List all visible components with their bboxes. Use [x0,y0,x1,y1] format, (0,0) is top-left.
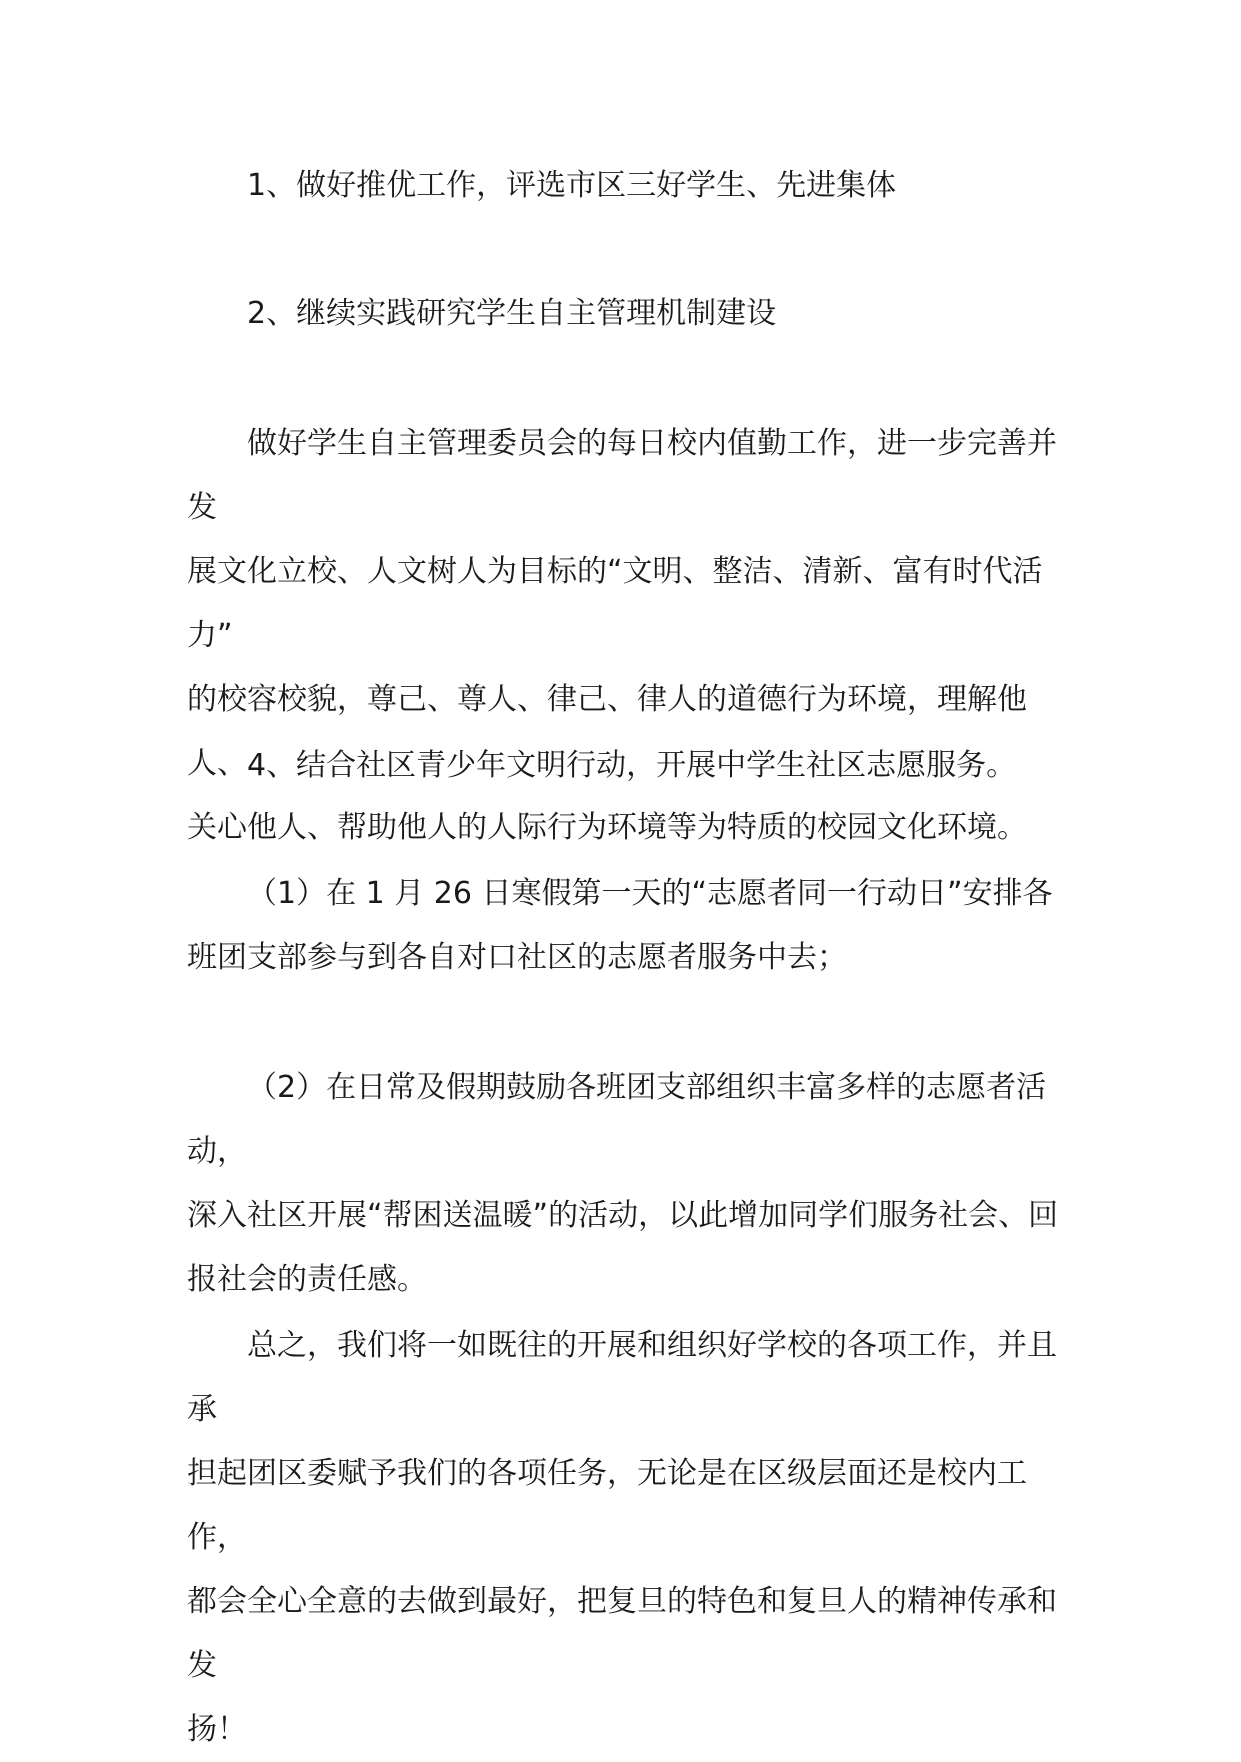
paragraph-item-1 [187,154,1077,218]
text-line: 担起团区委赋予我们的各项任务，无论是在区级层面还是校内工作， [187,1456,1027,1555]
paragraph-subitem-2 [187,1056,1077,1312]
text-line: 深入社区开展“帮困送温暖”的活动，以此增加同学们服务社会、回 [187,1198,1059,1233]
text-line: 报社会的责任感。 [187,1262,427,1297]
text-line: 做好学生自主管理委员会的每日校内值勤工作，进一步完善并发 [187,426,1057,525]
paragraph-item-4 [187,734,1077,798]
text-line: 关心他人、帮助他人的人际行为环境等为特质的校园文化环境。 [187,810,1027,845]
paragraph-conclusion [187,1314,1077,1762]
paragraph-item-2 [187,282,1077,346]
text-line: （1）在 1 月 26 日寒假第一天的“志愿者同一行动日”安排各 [247,876,1053,911]
text-line: （2）在日常及假期鼓励各班团支部组织丰富多样的志愿者活动， [187,1070,1047,1169]
text-line: 2、继续实践研究学生自主管理机制建设 [247,296,777,331]
text-line: 都会全心全意的去做到最好，把复旦的特色和复旦人的精神传承和发 [187,1584,1057,1683]
text-line: 班团支部参与到各自对口社区的志愿者服务中去； [187,940,847,975]
text-line: 的校容校貌，尊己、尊人、律己、律人的道德行为环境，理解他人、 [187,682,1027,781]
text-line: 4、结合社区青少年文明行动，开展中学生社区志愿服务。 [247,748,1017,783]
text-line: 总之，我们将一如既往的开展和组织好学校的各项工作，并且承 [187,1328,1057,1427]
text-line: 1、做好推优工作，评选市区三好学生、先进集体 [247,168,897,203]
paragraph-subitem-1 [187,862,1077,990]
text-line: 扬！ [187,1712,247,1747]
text-line: 展文化立校、人文树人为目标的“文明、整洁、清新、富有时代活力” [187,554,1043,653]
